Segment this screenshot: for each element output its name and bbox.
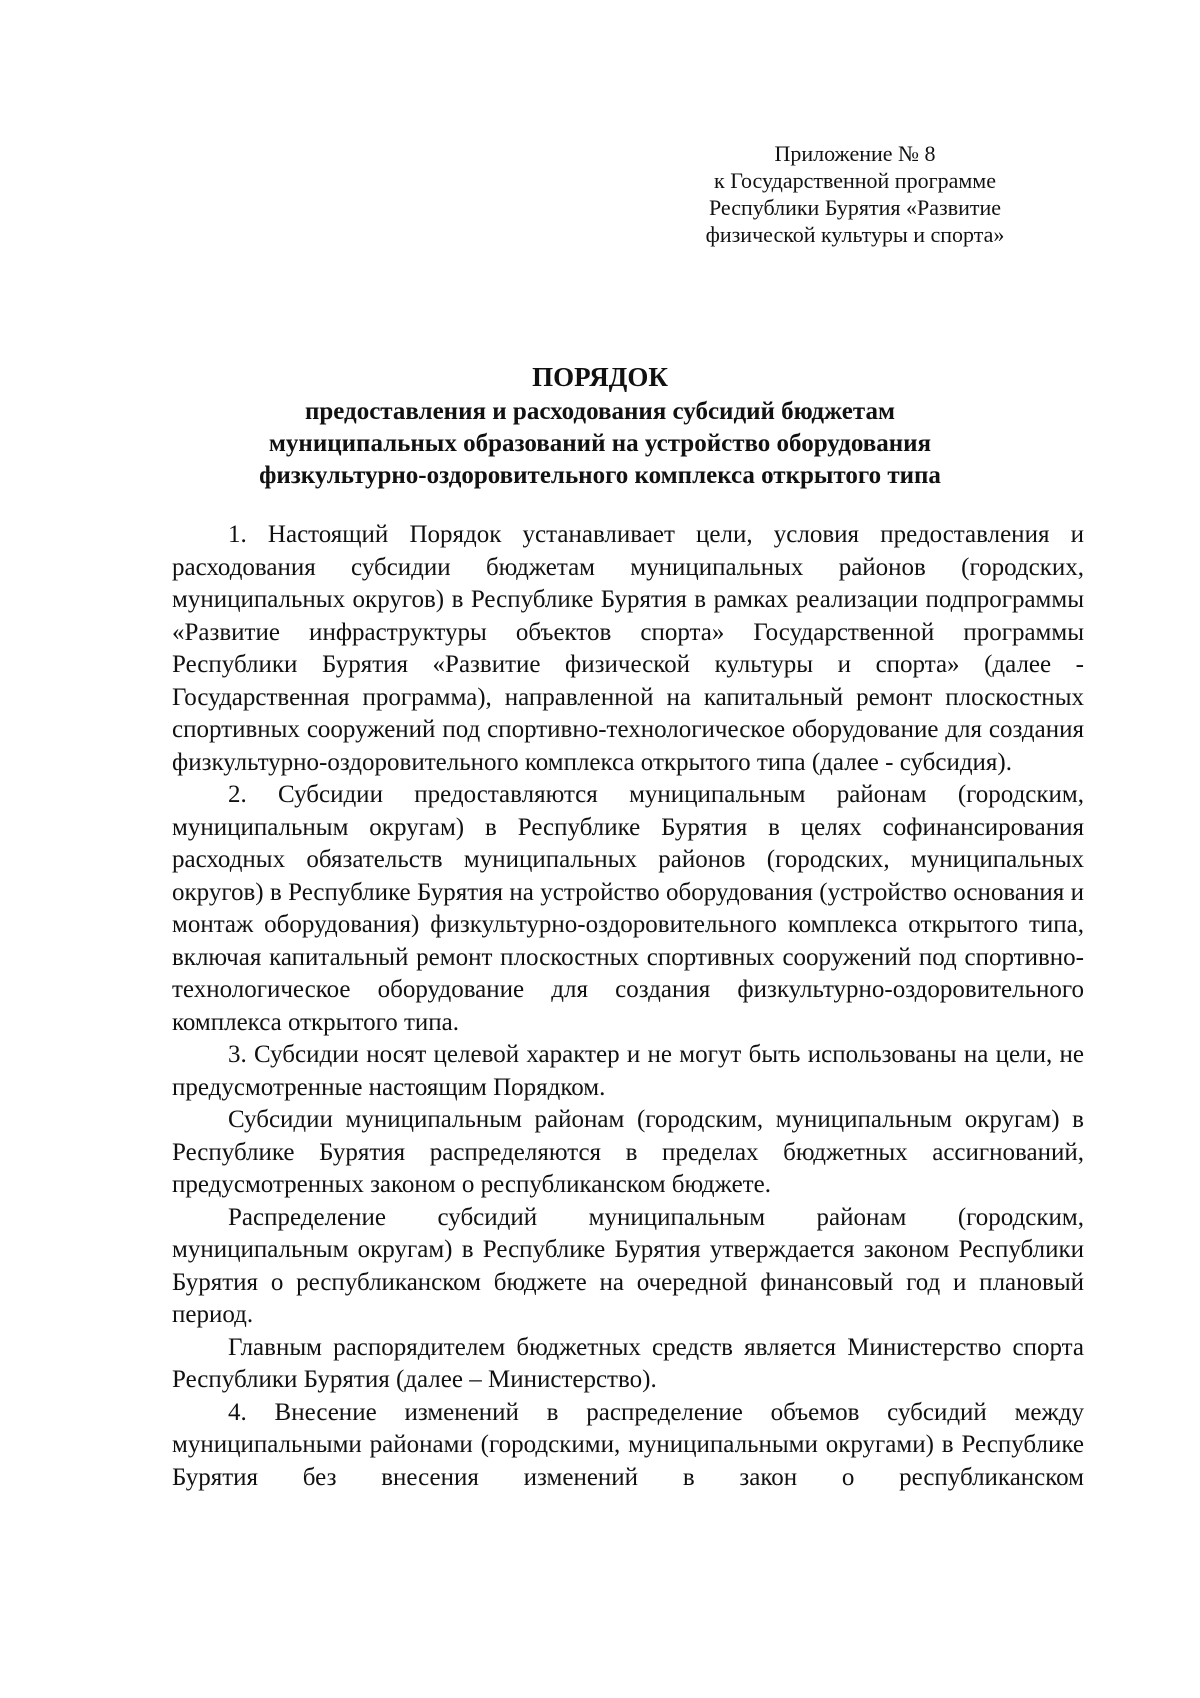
title-line-3: физкультурно-оздоровительного комплекса открытого типа	[259, 462, 941, 489]
paragraph-5: Распределение субсидий муниципальным районам (городским, муниципальным округам) в Республике Бурятия утверждается законом Республики Бурятия о республиканском бюджете на очередной финансовый год и плановый период.	[172, 1203, 1084, 1328]
paragraph-7: 4. Внесение изменений в распределение объемов субсидий между муниципальными районами (городскими, муниципальными округами) в Республике Бурятия без внесения изменений в закон о республиканском	[172, 1398, 1084, 1491]
appendix-reference	[675, 140, 1035, 248]
appendix-line-2: к Государственной программе	[714, 168, 996, 193]
paragraph-3: 3. Субсидии носят целевой характер и не могут быть использованы на цели, не предусмотренные настоящим Порядком.	[172, 1041, 1084, 1101]
paragraph-4: Субсидии муниципальным районам (городским, муниципальным округам) в Республике Бурятия распределяются в пределах бюджетных ассигнований, предусмотренных законом о республиканском бюджете.	[172, 1106, 1084, 1198]
title-heading: ПОРЯДОК	[532, 362, 668, 392]
paragraph-2: 2. Субсидии предоставляются муниципальным районам (городским, муниципальным округам) в Республике Бурятия в целях софинансирования расходных обязательств муниципальных районов (городских, муниципальных округов) в Республике Бурятия на устройство оборудования (устройство основания и монтаж оборудования) физкультурно-оздоровительного комплекса открытого типа, включая капитальный ремонт плоскостных спортивных сооружений под спортивно-технологическое оборудование для создания физкультурно-оздоровительного комплекса открытого типа.	[172, 781, 1084, 1036]
appendix-line-1: Приложение № 8	[774, 141, 936, 166]
document-title	[160, 360, 1040, 492]
appendix-line-4: физической культуры и спорта»	[705, 222, 1005, 247]
paragraph-1: 1. Настоящий Порядок устанавливает цели, условия предоставления и расходования субсидии бюджетам муниципальных районов (городских, муниципальных округов) в Республике Бурятия в рамках реализации подпрограммы «Развитие инфраструктуры объектов спорта» Государственной программы Республики Бурятия «Развитие физической культуры и спорта» (далее - Государственная программа), направленной на капитальный ремонт плоскостных спортивных сооружений под спортивно-технологическое оборудование для создания физкультурно-оздоровительного комплекса открытого типа (далее - субсидия).	[172, 521, 1084, 776]
title-line-1: предоставления и расходования субсидий бюджетам	[304, 398, 895, 425]
document-body	[172, 519, 1084, 1494]
appendix-line-3: Республики Бурятия «Развитие	[708, 195, 1002, 220]
paragraph-6: Главным распорядителем бюджетных средств является Министерство спорта Республики Бурятия (далее – Министерство).	[172, 1333, 1084, 1393]
title-line-2: муниципальных образований на устройство оборудования	[268, 430, 932, 457]
